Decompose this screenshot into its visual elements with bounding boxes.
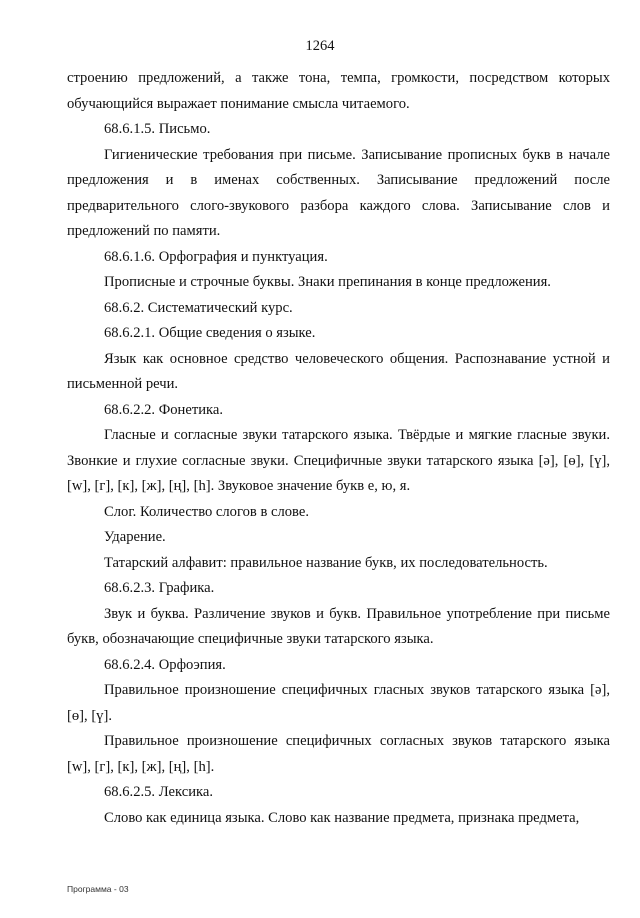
paragraph: Гласные и согласные звуки татарского языка. Твёрдые и мягкие гласные звуки. Звонкие и глухие согласные звуки. Специфичные звуки татарского языка [ә], [ө], [ү], [w], [г], [к], [ж], [ң], [h]. Звуковое значение букв е, ю, я. (67, 427, 610, 494)
section-heading: 68.6.1.6. Орфография и пунктуация. (104, 248, 328, 265)
paragraph: Звук и буква. Различение звуков и букв. Правильное употребление при письме букв, обозначающие специфичные звуки татарского языка. (67, 605, 610, 647)
paragraph: Гигиенические требования при письме. Записывание прописных букв в начале предложения и в именах собственных. Записывание предложений после предварительного слого-звукового разбора каждого слова. Записывание слов и предложений по памяти. (67, 146, 610, 239)
section-heading: 68.6.2.3. Графика. (104, 580, 215, 596)
paragraph: Прописные и строчные буквы. Знаки препинания в конце предложения. (104, 274, 551, 290)
paragraph: Правильное произношение специфичных согласных звуков татарского языка [w], [г], [к], [ж], [ң], [h]. (67, 733, 610, 775)
section-heading: 68.6.2. Систематический курс. (104, 299, 293, 316)
footer-label: Программа - 03 (67, 884, 129, 894)
paragraph-continuation: строению предложений, а также тона, темпа, громкости, посредством которых обучающийся выражает понимание смысла читаемого. (67, 70, 610, 112)
paragraph: Правильное произношение специфичных гласных звуков татарского языка [ә], [ө], [ү]. (67, 682, 610, 724)
section-heading: 68.6.2.5. Лексика. (104, 784, 214, 800)
paragraph: Слово как единица языка. Слово как название предмета, признака предмета, (104, 809, 580, 826)
page-number: 1264 (305, 38, 335, 54)
paragraph: Ударение. (104, 529, 166, 545)
section-heading: 68.6.2.1. Общие сведения о языке. (104, 325, 316, 341)
paragraph: Язык как основное средство человеческого общения. Распознавание устной и письменной речи. (67, 350, 610, 392)
section-heading: 68.6.2.4. Орфоэпия. (104, 656, 226, 673)
section-heading: 68.6.2.2. Фонетика. (104, 401, 224, 418)
section-heading: 68.6.1.5. Письмо. (104, 121, 211, 137)
paragraph: Татарский алфавит: правильное название букв, их последовательность. (104, 554, 548, 571)
paragraph: Слог. Количество слогов в слове. (104, 503, 309, 520)
document-body (67, 66, 610, 831)
